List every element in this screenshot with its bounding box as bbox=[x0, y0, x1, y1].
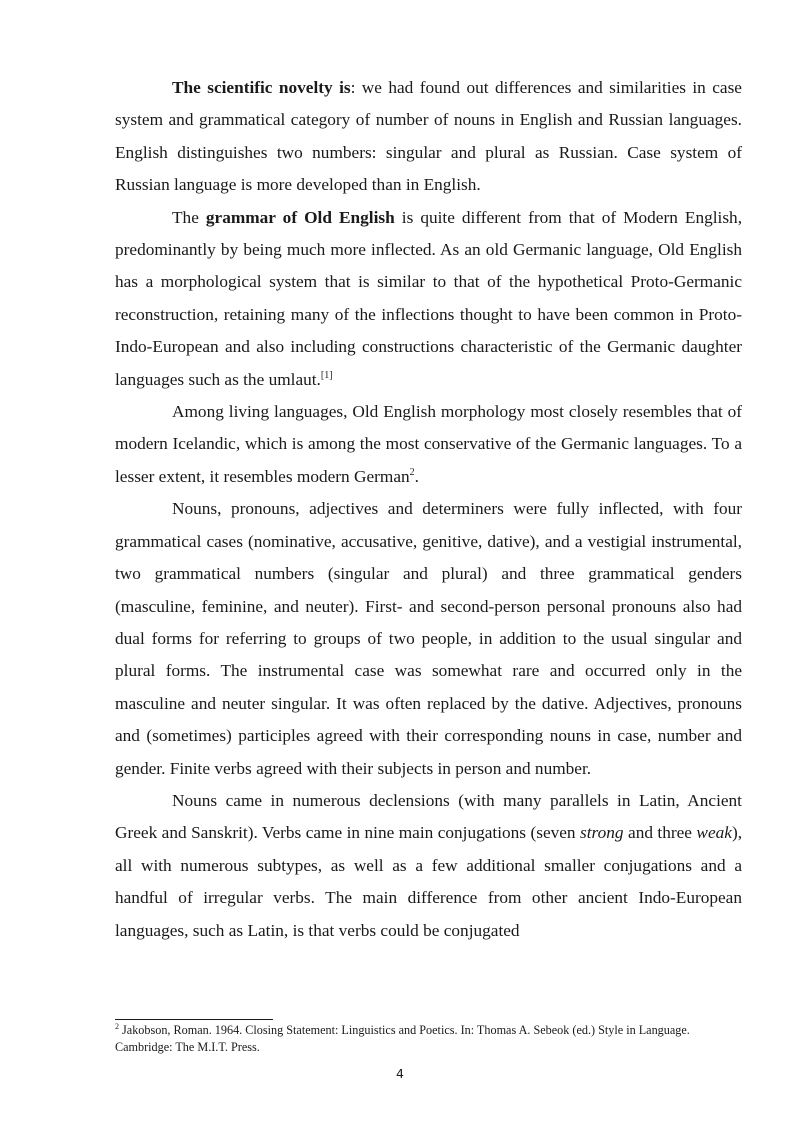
italic-word: strong bbox=[580, 823, 624, 843]
italic-word: weak bbox=[696, 823, 732, 843]
paragraph-text: Among living languages, Old English morphology most closely resembles that of modern Icelandic, which is among the most conservative of the Germanic languages. To a lesser extent, it resembles modern German bbox=[115, 402, 742, 486]
paragraph-text: and three bbox=[623, 823, 697, 843]
paragraph-declensions bbox=[115, 785, 742, 947]
paragraph-text: is quite different from that of Modern English, predominantly by being much more inflected. As an old Germanic language, Old English has a morphological system that is similar to that of the hypothetical Proto-Germanic reconstruction, retaining many of the inflections thought to have been common in Proto-Indo-European and also including constructions characteristic of the Germanic daughter languages such as the umlaut. bbox=[115, 207, 743, 389]
body-text bbox=[115, 72, 742, 947]
paragraph-inflection bbox=[115, 493, 742, 785]
paragraph-living-languages bbox=[115, 396, 742, 493]
bold-phrase: grammar of Old English bbox=[205, 207, 395, 227]
page-number: 4 bbox=[396, 1066, 404, 1081]
footnote-ref: 2 bbox=[409, 466, 415, 478]
paragraph-text: Nouns came in numerous declensions (with many parallels in Latin, Ancient Greek and Sanskrit). Verbs came in nine main conjugations (seven bbox=[115, 790, 742, 843]
footnote-divider bbox=[115, 1019, 273, 1020]
footnote-number: 2 bbox=[115, 1022, 119, 1031]
citation-ref: [1] bbox=[320, 369, 333, 381]
paragraph-text: . bbox=[414, 466, 419, 486]
paragraph-text: ), all with numerous subtypes, as well as a few additional smaller conjugations and a handful of irregular verbs. The main difference from other ancient Indo-European languages, such as Latin, is that verbs could be conjugated bbox=[115, 823, 743, 940]
paragraph-text: Nouns, pronouns, adjectives and determiners were fully inflected, with four grammatical cases (nominative, accusative, genitive, dative), and a vestigial instrumental, two grammatical numbers (singular and plural) and three grammatical genders (masculine, feminine, and neuter). First- and second-person personal pronouns also had dual forms for referring to groups of two people, in addition to the usual singular and plural forms. The instrumental case was somewhat rare and occurred only in the masculine and neuter singular. It was often replaced by the dative. Adjectives, pronouns and (sometimes) participles agreed with their corresponding nouns in case, number and gender. Finite verbs agreed with their subjects in person and number. bbox=[115, 499, 742, 778]
paragraph-old-english-grammar bbox=[115, 202, 742, 396]
paragraph-text: The bbox=[172, 207, 206, 227]
bold-phrase: The scientific novelty is bbox=[172, 78, 351, 97]
paragraph-text: : we had found out differences and similarities in case system and grammatical category of number of nouns in English and Russian languages. English distinguishes two numbers: singular and plural as Russian. Case system of Russian language is more developed than in English. bbox=[115, 78, 742, 195]
paragraph-scientific-novelty bbox=[115, 72, 742, 202]
footnote bbox=[115, 1022, 742, 1056]
footnote-text: Jakobson, Roman. 1964. Closing Statement: Linguistics and Poetics. In: Thomas A. Sebeok (ed.) Style in Language. Cambridge: The M.I.T. Press. bbox=[115, 1023, 690, 1054]
